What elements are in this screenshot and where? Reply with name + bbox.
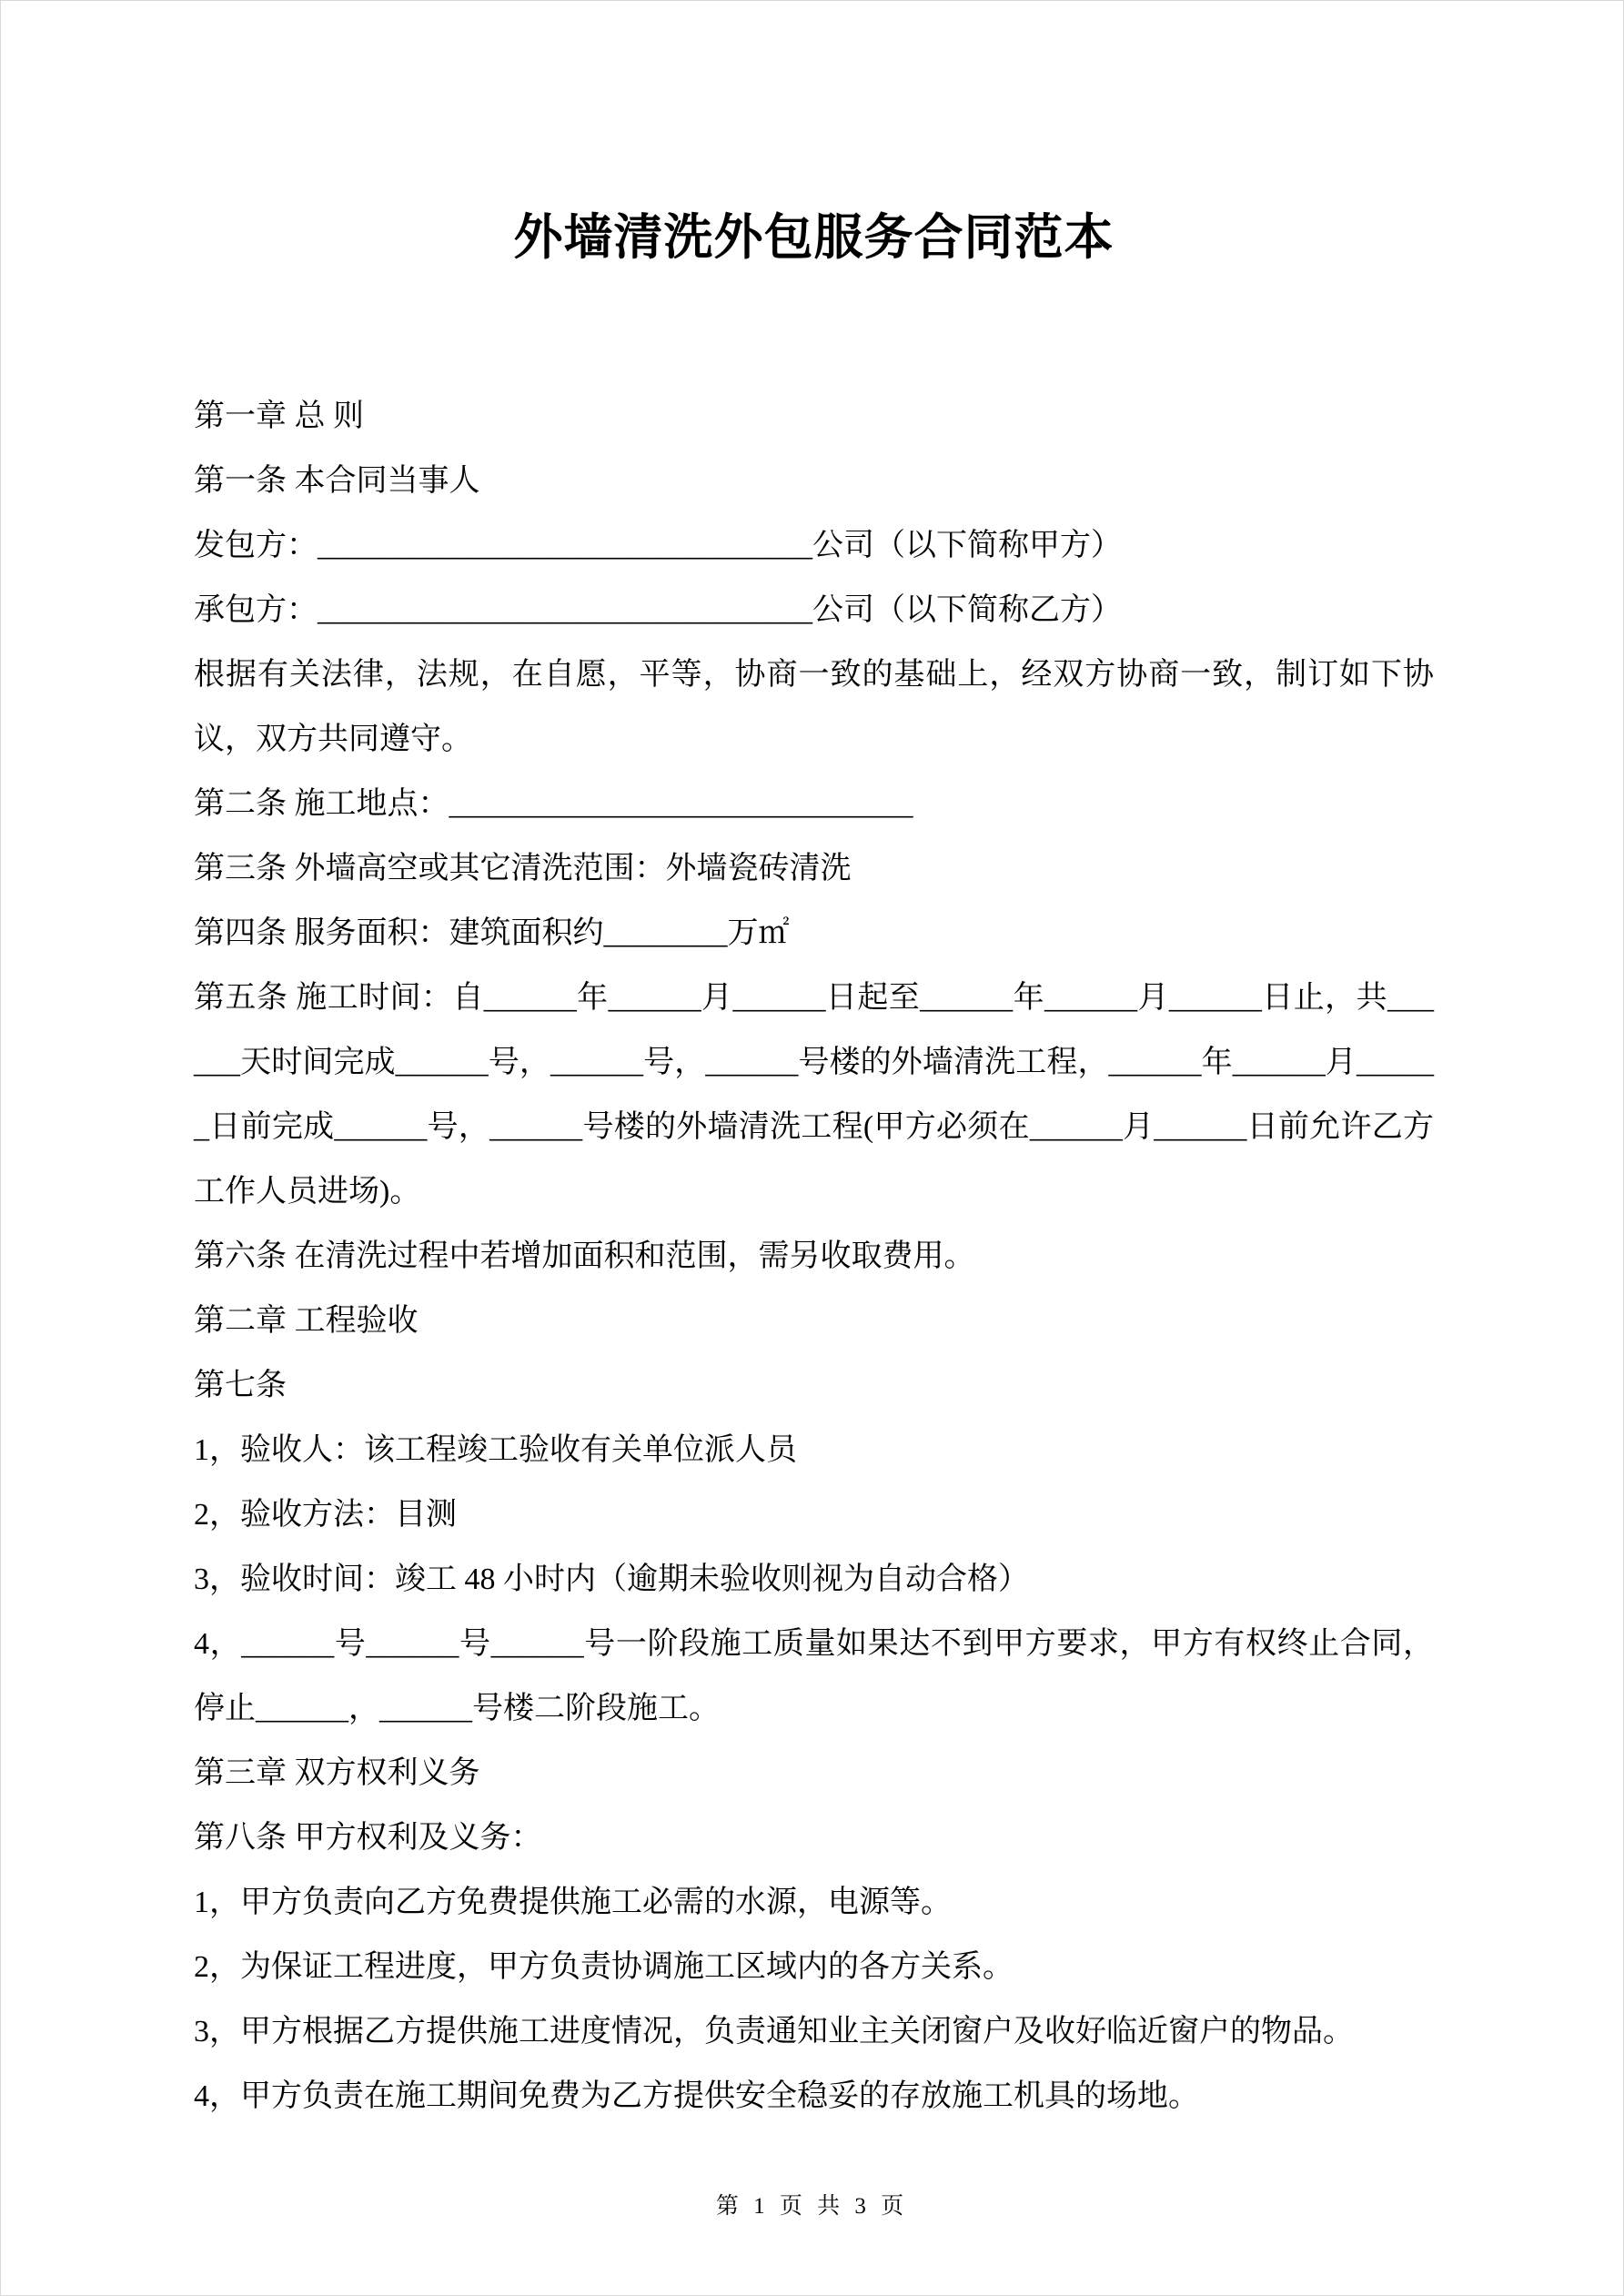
party-b-blank-line: 承包方：________________________________公司（以下简称乙方） [194, 592, 1122, 627]
party-a-duty-2: 2，为保证工程进度，甲方负责协调施工区域内的各方关系。 [194, 1949, 1014, 1984]
document-body [194, 384, 1434, 2129]
page-number-footer: 第 1 页 共 3 页 [715, 2194, 909, 2219]
party-a-blank-line: 发包方：________________________________公司（以下简称甲方） [194, 528, 1122, 562]
clause-heading: 第七条 [194, 1368, 287, 1402]
chapter-heading: 第三章 双方权利义务 [194, 1755, 480, 1790]
chapter-heading: 第二章 工程验收 [194, 1303, 419, 1338]
clause-heading: 第一条 本合同当事人 [194, 463, 480, 498]
acceptance-person: 1，验收人：该工程竣工验收有关单位派人员 [194, 1432, 797, 1467]
clause-schedule: 第五条 施工时间：自______年______月______日起至______年______月______日止，共______天时间完成______号，______号，______号楼的外墙清洗工程，______年______月______日前完成______号，______号楼的外墙清洗工程(甲方必须在______月______日前允许乙方工作人员进场)。 [194, 980, 1434, 1209]
acceptance-terms: 4，______号______号______号一阶段施工质量如果达不到甲方要求，甲方有权终止合同，停止______，______号楼二阶段施工。 [194, 1626, 1434, 1725]
preamble-text: 根据有关法律，法规，在自愿，平等，协商一致的基础上，经双方协商一致，制订如下协议，双方共同遵守。 [194, 657, 1434, 756]
clause-scope: 第三条 外墙高空或其它清洗范围：外墙瓷砖清洗 [194, 851, 852, 885]
clause-extra-fees: 第六条 在清洗过程中若增加面积和范围，需另收取费用。 [194, 1239, 975, 1273]
acceptance-time: 3，验收时间：竣工 48 小时内（逾期未验收则视为自动合格） [194, 1562, 1029, 1596]
party-a-duty-3: 3，甲方根据乙方提供施工进度情况，负责通知业主关闭窗户及收好临近窗户的物品。 [194, 2014, 1354, 2048]
acceptance-method: 2，验收方法：目测 [194, 1497, 457, 1532]
document-title: 外墙清洗外包服务合同范本 [513, 210, 1115, 265]
clause-area: 第四条 服务面积：建筑面积约________万㎡ [194, 915, 790, 950]
party-a-duty-1: 1，甲方负责向乙方免费提供施工必需的水源，电源等。 [194, 1885, 952, 1919]
clause-location: 第二条 施工地点：______________________________ [194, 786, 913, 821]
party-a-duty-4: 4，甲方负责在施工期间免费为乙方提供安全稳妥的存放施工机具的场地。 [194, 2079, 1199, 2113]
clause-heading: 第八条 甲方权利及义务： [194, 1820, 542, 1855]
chapter-heading: 第一章 总 则 [194, 399, 364, 433]
